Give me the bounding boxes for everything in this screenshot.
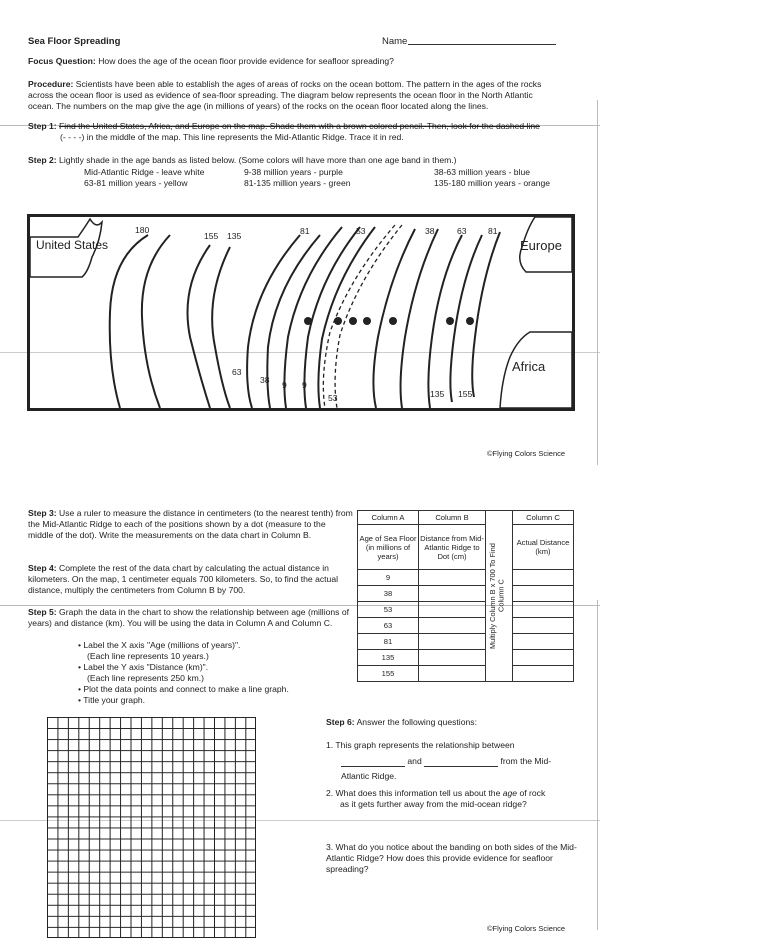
question-2-cont: as it gets further away from the mid-ocean ridge?	[340, 799, 527, 809]
step4	[28, 563, 353, 596]
age-cell: 9	[358, 570, 419, 586]
bullet-note: (Each line represents 250 km.)	[87, 673, 205, 683]
distance-cm-input[interactable]	[419, 602, 486, 618]
measurement-dot	[389, 317, 397, 325]
distance-km-input[interactable]	[513, 602, 574, 618]
step3	[28, 508, 353, 541]
age-label: 135	[430, 389, 445, 399]
name-field-line[interactable]	[408, 44, 556, 45]
distance-cm-input[interactable]	[419, 650, 486, 666]
distance-cm-input[interactable]	[419, 586, 486, 602]
step1-line1: Find the United States, Africa, and Europe on the map. Shade them with a brown colored pencil. Then, look for the dashed line	[59, 121, 540, 131]
step5	[28, 607, 353, 629]
step6	[326, 717, 477, 728]
band-item: 81-135 million years - green	[244, 178, 351, 188]
age-label: 63	[457, 226, 467, 236]
step2-label: Step 2:	[28, 155, 57, 165]
procedure-text: Scientists have been able to establish the ages of areas of rocks on the ocean bottom. The pattern in the ages of the rocks across the ocean floor is used as evidence of sea-floor spreading. The diagram below represents the ocean floor in the North Atlantic ocean. The numbers on the map give the age (in millions of years) of the rocks on the ocean floor located along the lines.	[28, 79, 542, 111]
q2-part-b: of rock	[519, 788, 546, 798]
ocean-floor-map	[27, 214, 575, 411]
step1	[28, 121, 588, 143]
contour-line	[212, 247, 230, 408]
bullet-note: (Each line represents 10 years.)	[87, 651, 209, 661]
distance-km-input[interactable]	[513, 570, 574, 586]
band-item: 38-63 million years - blue	[434, 167, 531, 177]
measurement-dot	[349, 317, 357, 325]
distance-km-input[interactable]	[513, 666, 574, 682]
col-a-header: Column A	[358, 511, 419, 525]
distance-km-input[interactable]	[513, 650, 574, 666]
age-label: 53	[356, 226, 366, 236]
age-label: 135	[227, 231, 242, 241]
band-item: Mid-Atlantic Ridge - leave white	[84, 167, 205, 177]
age-cell: 81	[358, 634, 419, 650]
bullet-item: • Title your graph.	[78, 695, 350, 706]
band-item: 63-81 million years - yellow	[84, 178, 188, 188]
mid-atlantic-ridge	[335, 225, 402, 408]
head-b: Distance from Mid-Atlantic Ridge to Dot (cm)	[419, 525, 486, 570]
step4-text: Complete the rest of the data chart by calculating the actual distance in kilometers. On the map, 1 centimeter equals 700 kilometers. So, to find the actual distance, multiply the centimeters from Column B by 700.	[28, 563, 339, 595]
multiply-note-cell	[486, 511, 513, 682]
step1-line2: (- - - -) in the middle of the map. This line represents the Mid-Atlantic Ridge. Trace it in red.	[60, 132, 404, 142]
step5-text: Graph the data in the chart to show the relationship between age (millions of years) and distance (km). You will be using the data in Column A and Column C.	[28, 607, 350, 628]
question-1-blanks	[341, 756, 551, 767]
multiply-note: Multiply Column B x 700 To Find Column C	[488, 543, 506, 649]
measurement-dot	[446, 317, 454, 325]
copyright: ©Flying Colors Science	[487, 449, 566, 458]
question-1-end: Atlantic Ridge.	[341, 771, 397, 781]
step1-label: Step 1:	[28, 121, 57, 131]
distance-km-input[interactable]	[513, 618, 574, 634]
label-europe: Europe	[520, 238, 562, 253]
name-label: Name	[382, 36, 408, 47]
step3-text: Use a ruler to measure the distance in centimeters (to the nearest tenth) from the Mid-Atlantic Ridge to each of the positions shown by a dot (measure to the middle of the dot). Write the measurements on the data chart in Column B.	[28, 508, 353, 540]
step6-text: Answer the following questions:	[356, 717, 477, 727]
contour-line	[188, 245, 211, 408]
distance-cm-input[interactable]	[419, 666, 486, 682]
age-label: 81	[300, 226, 310, 236]
q2-age: age	[502, 788, 518, 798]
scan-line	[597, 100, 598, 465]
map-drawing	[30, 217, 572, 408]
age-label: 38	[260, 375, 270, 385]
col-b-header: Column B	[419, 511, 486, 525]
focus-question	[28, 56, 568, 67]
contour-line	[472, 232, 500, 397]
distance-cm-input[interactable]	[419, 570, 486, 586]
procedure-label: Procedure:	[28, 79, 74, 89]
age-cell: 38	[358, 586, 419, 602]
label-united-states: United States	[36, 238, 109, 252]
distance-cm-input[interactable]	[419, 634, 486, 650]
focus-label: Focus Question:	[28, 56, 96, 66]
distance-cm-input[interactable]	[419, 618, 486, 634]
step6-label: Step 6:	[326, 717, 355, 727]
contour-line	[142, 235, 170, 408]
contour-line	[401, 229, 438, 408]
step4-label: Step 4:	[28, 563, 57, 573]
step3-label: Step 3:	[28, 508, 57, 518]
distance-km-input[interactable]	[513, 586, 574, 602]
step5-bullets	[20, 640, 350, 706]
step2	[28, 155, 588, 166]
age-cell: 53	[358, 602, 419, 618]
bullet-item: • Plot the data points and connect to make a line graph.	[78, 684, 350, 695]
label-africa: Africa	[512, 359, 546, 374]
age-label: 180	[135, 225, 150, 235]
head-c: Actual Distance (km)	[513, 525, 574, 570]
graph-grid[interactable]	[47, 717, 256, 938]
mid-atlantic-ridge	[323, 225, 395, 408]
age-cell: 155	[358, 666, 419, 682]
age-cell: 135	[358, 650, 419, 666]
age-label: 53	[328, 393, 338, 403]
focus-text: How does the age of the ocean floor provide evidence for seafloor spreading?	[98, 56, 394, 66]
age-label: 63	[232, 367, 242, 377]
question-1: 1. This graph represents the relationship between	[326, 740, 515, 750]
age-label: 38	[425, 226, 435, 236]
step2-text: Lightly shade in the age bands as listed below. (Some colors will have more than one age band in them.)	[59, 155, 457, 165]
age-label: 155	[458, 389, 473, 399]
q2-part-a: 2. What does this information tell us about the	[326, 788, 501, 798]
age-label: 9	[282, 380, 287, 390]
procedure	[28, 79, 558, 112]
scan-line	[597, 600, 598, 930]
distance-km-input[interactable]	[513, 634, 574, 650]
age-label: 81	[488, 226, 498, 236]
age-label: 9	[302, 380, 307, 390]
age-cell: 63	[358, 618, 419, 634]
answer-blank[interactable]	[424, 757, 498, 767]
measurement-dot	[304, 317, 312, 325]
page-title: Sea Floor Spreading	[28, 36, 121, 47]
and-word: and	[407, 756, 422, 766]
measurement-dot	[363, 317, 371, 325]
bullet-item: • Label the X axis "Age (millions of years)".	[78, 640, 350, 651]
answer-blank[interactable]	[341, 757, 405, 767]
age-label: 155	[204, 231, 219, 241]
data-chart	[357, 510, 574, 682]
head-a: Age of Sea Floor (in millions of years)	[358, 525, 419, 570]
col-c-header: Column C	[513, 511, 574, 525]
bullet-item: • Label the Y axis "Distance (km)".	[78, 662, 350, 673]
from-word: from the Mid-	[500, 756, 552, 766]
band-item: 135-180 million years - orange	[434, 178, 551, 188]
question-3: 3. What do you notice about the banding on both sides of the Mid-Atlantic Ridge? How does this provide evidence for seafloor spreading?	[326, 842, 577, 874]
measurement-dot	[334, 317, 342, 325]
question-2	[326, 788, 545, 799]
band-item: 9-38 million years - purple	[244, 167, 343, 177]
copyright: ©Flying Colors Science	[487, 924, 566, 933]
measurement-dot	[466, 317, 474, 325]
step5-label: Step 5:	[28, 607, 57, 617]
